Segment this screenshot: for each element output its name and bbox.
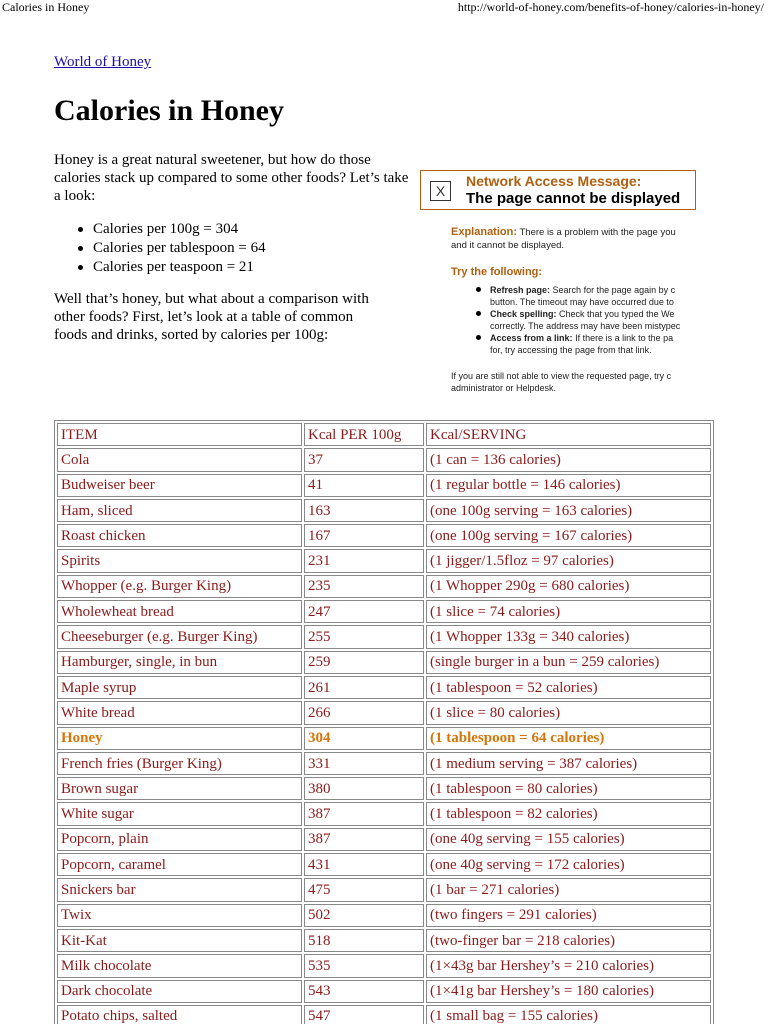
cell-kcal-serving: (one 100g serving = 167 calories) bbox=[426, 524, 711, 547]
list-item bbox=[476, 332, 680, 356]
cell-item: Snickers bar bbox=[57, 878, 302, 901]
table-row bbox=[57, 1005, 711, 1024]
item-text: Search for the page again by c bbox=[552, 285, 676, 295]
cell-kcal-serving: (1×41g bar Hershey’s = 180 calories) bbox=[426, 980, 711, 1003]
cell-item: Honey bbox=[57, 727, 302, 750]
table-row bbox=[57, 828, 711, 851]
cell-item: Dark chocolate bbox=[57, 980, 302, 1003]
column-header-kcal-per-100g: Kcal PER 100g bbox=[304, 423, 424, 446]
cell-kcal-per-100g: 261 bbox=[304, 676, 424, 699]
table-row bbox=[57, 929, 711, 952]
footer-text-2: administrator or Helpdesk. bbox=[451, 383, 557, 393]
close-icon[interactable]: X bbox=[430, 181, 451, 201]
cell-item: White sugar bbox=[57, 802, 302, 825]
cell-kcal-per-100g: 502 bbox=[304, 904, 424, 927]
item-text: for, try accessing the page from that link. bbox=[490, 345, 652, 355]
cell-kcal-serving: (one 40g serving = 155 calories) bbox=[426, 828, 711, 851]
cell-item: Milk chocolate bbox=[57, 954, 302, 977]
cell-kcal-per-100g: 167 bbox=[304, 524, 424, 547]
list-item: Calories per teaspoon = 21 bbox=[76, 258, 266, 277]
cell-item: Popcorn, caramel bbox=[57, 853, 302, 876]
refresh-page-label: Refresh page: bbox=[490, 285, 551, 295]
cell-item: Popcorn, plain bbox=[57, 828, 302, 851]
print-header-url: http://world-of-honey.com/benefits-of-honey/calories-in-honey/ bbox=[457, 0, 764, 14]
cell-kcal-serving: (1 jigger/1.5floz = 97 calories) bbox=[426, 549, 711, 572]
page-title: Calories in Honey bbox=[54, 94, 284, 127]
cell-kcal-per-100g: 387 bbox=[304, 828, 424, 851]
column-header-kcal-serving: Kcal/SERVING bbox=[426, 423, 711, 446]
check-spelling-label: Check spelling: bbox=[490, 309, 557, 319]
cell-kcal-serving: (1 regular bottle = 146 calories) bbox=[426, 474, 711, 497]
cell-item: Cheeseburger (e.g. Burger King) bbox=[57, 625, 302, 648]
cell-kcal-serving: (1 Whopper 133g = 340 calories) bbox=[426, 625, 711, 648]
footer-text: If you are still not able to view the requested page, try c bbox=[451, 371, 672, 381]
intro-paragraph: Honey is a great natural sweetener, but how do those calories stack up compared to some other foods? Let’s take a look: bbox=[54, 152, 409, 204]
table-row bbox=[57, 878, 711, 901]
cell-kcal-serving: (1 slice = 74 calories) bbox=[426, 600, 711, 623]
cell-item: Potato chips, salted bbox=[57, 1005, 302, 1024]
cell-kcal-per-100g: 41 bbox=[304, 474, 424, 497]
cell-kcal-serving: (one 40g serving = 172 calories) bbox=[426, 853, 711, 876]
print-header-title: Calories in Honey bbox=[2, 0, 90, 14]
table-row bbox=[57, 676, 711, 699]
cell-kcal-serving: (1 medium serving = 387 calories) bbox=[426, 752, 711, 775]
cell-item: White bread bbox=[57, 701, 302, 724]
cell-kcal-per-100g: 163 bbox=[304, 499, 424, 522]
network-error-header-box bbox=[420, 170, 696, 210]
table-row bbox=[57, 802, 711, 825]
cell-kcal-serving: (single burger in a bun = 259 calories) bbox=[426, 651, 711, 674]
item-text: Check that you typed the We bbox=[559, 309, 675, 319]
cell-kcal-per-100g: 331 bbox=[304, 752, 424, 775]
table-row bbox=[57, 651, 711, 674]
cell-item: Roast chicken bbox=[57, 524, 302, 547]
cell-kcal-per-100g: 37 bbox=[304, 448, 424, 471]
cell-kcal-per-100g: 231 bbox=[304, 549, 424, 572]
table-header-row bbox=[57, 423, 711, 446]
cell-item: Kit-Kat bbox=[57, 929, 302, 952]
cell-kcal-per-100g: 235 bbox=[304, 575, 424, 598]
cell-kcal-serving: (1 can = 136 calories) bbox=[426, 448, 711, 471]
list-item bbox=[476, 308, 680, 332]
item-text: correctly. The address may have been mistypec bbox=[490, 321, 681, 331]
comparison-paragraph: Well that’s honey, but what about a comparison with other foods? First, let’s look at a table of common foods and drinks, sorted by calories per 100g: bbox=[54, 291, 369, 343]
table-row bbox=[57, 600, 711, 623]
network-error-footer bbox=[451, 370, 671, 394]
calorie-summary-list bbox=[76, 220, 266, 277]
cell-item: Twix bbox=[57, 904, 302, 927]
cell-kcal-serving: (1 slice = 80 calories) bbox=[426, 701, 711, 724]
item-text: button. The timeout may have occurred due to bbox=[490, 297, 674, 307]
try-following-heading: Try the following: bbox=[451, 266, 543, 278]
cell-kcal-serving: (1 bar = 271 calories) bbox=[426, 878, 711, 901]
cell-kcal-serving: (1 tablespoon = 82 calories) bbox=[426, 802, 711, 825]
site-home-link[interactable]: World of Honey bbox=[54, 54, 152, 70]
cell-kcal-per-100g: 255 bbox=[304, 625, 424, 648]
table-row bbox=[57, 752, 711, 775]
table-row bbox=[57, 549, 711, 572]
cell-kcal-per-100g: 518 bbox=[304, 929, 424, 952]
cell-kcal-per-100g: 247 bbox=[304, 600, 424, 623]
cell-kcal-serving: (two-finger bar = 218 calories) bbox=[426, 929, 711, 952]
cell-item: Maple syrup bbox=[57, 676, 302, 699]
table-row bbox=[57, 625, 711, 648]
table-row bbox=[57, 701, 711, 724]
cell-kcal-serving: (1 small bag = 155 calories) bbox=[426, 1005, 711, 1024]
cell-item: Wholewheat bread bbox=[57, 600, 302, 623]
table-row bbox=[57, 954, 711, 977]
cell-kcal-serving: (1 Whopper 290g = 680 calories) bbox=[426, 575, 711, 598]
table-row bbox=[57, 853, 711, 876]
calorie-comparison-table bbox=[54, 420, 714, 1024]
cell-kcal-per-100g: 431 bbox=[304, 853, 424, 876]
cell-item: Brown sugar bbox=[57, 777, 302, 800]
list-item: Calories per 100g = 304 bbox=[76, 220, 266, 239]
list-item bbox=[476, 284, 680, 308]
cell-kcal-per-100g: 259 bbox=[304, 651, 424, 674]
explanation-text-2: and it cannot be displayed. bbox=[451, 240, 565, 251]
cell-kcal-serving: (1 tablespoon = 64 calories) bbox=[426, 727, 711, 750]
cell-kcal-per-100g: 547 bbox=[304, 1005, 424, 1024]
cell-kcal-serving: (two fingers = 291 calories) bbox=[426, 904, 711, 927]
cell-item: Ham, sliced bbox=[57, 499, 302, 522]
network-error-heading: Network Access Message: bbox=[466, 173, 642, 189]
column-header-item: ITEM bbox=[57, 423, 302, 446]
cell-kcal-per-100g: 543 bbox=[304, 980, 424, 1003]
cell-kcal-per-100g: 475 bbox=[304, 878, 424, 901]
cell-kcal-per-100g: 387 bbox=[304, 802, 424, 825]
cell-kcal-per-100g: 266 bbox=[304, 701, 424, 724]
cell-item: Hamburger, single, in bun bbox=[57, 651, 302, 674]
cell-kcal-serving: (one 100g serving = 163 calories) bbox=[426, 499, 711, 522]
table-row bbox=[57, 727, 711, 750]
cell-kcal-serving: (1 tablespoon = 52 calories) bbox=[426, 676, 711, 699]
cell-item: Spirits bbox=[57, 549, 302, 572]
list-item: Calories per tablespoon = 64 bbox=[76, 239, 266, 258]
cell-item: Cola bbox=[57, 448, 302, 471]
table-row bbox=[57, 980, 711, 1003]
table-row bbox=[57, 448, 711, 471]
table-row bbox=[57, 499, 711, 522]
cell-item: Budweiser beer bbox=[57, 474, 302, 497]
cell-kcal-per-100g: 380 bbox=[304, 777, 424, 800]
network-error-panel bbox=[420, 170, 768, 400]
explanation-label: Explanation: bbox=[451, 226, 518, 238]
cell-kcal-per-100g: 535 bbox=[304, 954, 424, 977]
table-row bbox=[57, 575, 711, 598]
try-following-list bbox=[476, 284, 680, 356]
table-row bbox=[57, 904, 711, 927]
access-from-link-label: Access from a link: bbox=[490, 333, 573, 343]
network-error-subheading: The page cannot be displayed bbox=[466, 190, 681, 207]
table-row bbox=[57, 524, 711, 547]
cell-kcal-serving: (1 tablespoon = 80 calories) bbox=[426, 777, 711, 800]
cell-item: French fries (Burger King) bbox=[57, 752, 302, 775]
cell-kcal-per-100g: 304 bbox=[304, 727, 424, 750]
explanation-text: There is a problem with the page you bbox=[519, 227, 676, 238]
cell-kcal-serving: (1×43g bar Hershey’s = 210 calories) bbox=[426, 954, 711, 977]
table-row bbox=[57, 474, 711, 497]
table-row bbox=[57, 777, 711, 800]
item-text: If there is a link to the pa bbox=[575, 333, 674, 343]
network-error-explanation bbox=[451, 226, 676, 252]
cell-item: Whopper (e.g. Burger King) bbox=[57, 575, 302, 598]
